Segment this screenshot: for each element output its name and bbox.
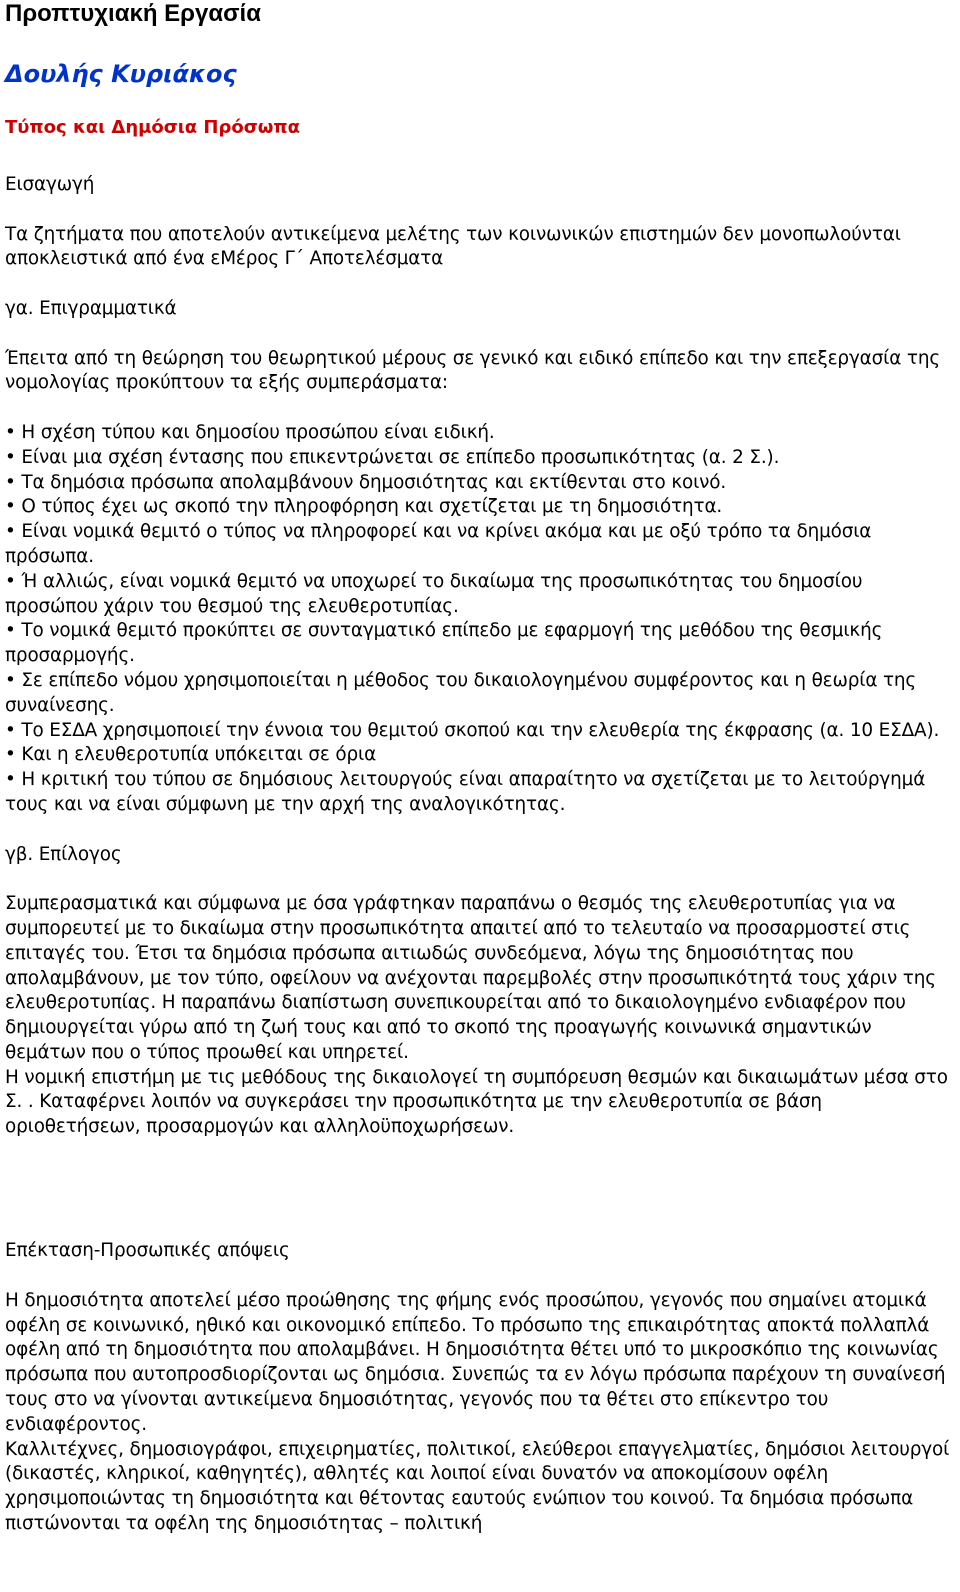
list-item: • Και η ελευθεροτυπία υπόκειται σε όρια	[5, 743, 954, 768]
page-title: Προπτυχιακή Εργασία	[5, 0, 261, 27]
list-item: • Τα δημόσια πρόσωπα απολαμβάνουν δημοσιότητας και εκτίθενται στο κοινό.	[5, 471, 954, 496]
extension-heading: Επέκταση-Προσωπικές απόψεις	[5, 1240, 290, 1262]
intro-heading: Εισαγωγή	[5, 174, 95, 195]
extension-paragraph-1: Η δημοσιότητα αποτελεί μέσο προώθησης της φήμης ενός προσώπου, γεγονός που σημαίνει ατομικά οφέλη σε κοινωνικό, ηθικό και οικονομικό επίπεδο. Το πρόσωπο της επικαιρότητας αποκτά πολλαπλά οφέλη από τη δημοσιότητα που απολαμβάνει. Η δημοσιότητα θέτει υπό το μικροσκόπιο της κοινωνίας πρόσωπα που αυτοπροσδιορίζονται ως δημόσια. Συνεπώς τα εν λόγω πρόσωπα παρέχουν τη συναίνεσή τους στο να γίνονται αντικείμενα δημοσιότητας, γεγονός που τα θέτει στο επίκεντρο του ενδιαφέροντος.	[5, 1289, 946, 1435]
author-name: Δουλής Κυριάκος	[5, 60, 237, 88]
conclusions-list	[5, 421, 954, 818]
extension-paragraph-2: Καλλιτέχνες, δημοσιογράφοι, επιχειρηματίες, πολιτικοί, ελεύθεροι επαγγελματίες, δημόσιοι λειτουργοί (δικαστές, κληρικοί, καθηγητές), αθλητές και λοιποί είναι δυνατόν να αποκομίσουν οφέλη χρησιμοποιώντας τη δημοσιότητα και θέτοντας εαυτούς ενώπιον του κοινού. Τα δημόσια πρόσωπα πιστώνονται τα οφέλη της δημοσιότητας – πολιτική	[5, 1438, 950, 1535]
list-item: • Η σχέση τύπου και δημοσίου προσώπου είναι ειδική.	[5, 421, 954, 446]
list-item: • Σε επίπεδο νόμου χρησιμοποιείται η μέθοδος του δικαιολογημένου συμφέροντος και η θεωρία της συναίνεσης.	[5, 669, 954, 719]
list-item: • Είναι μια σχέση έντασης που επικεντρώνεται σε επίπεδο προσωπικότητας (α. 2 Σ.).	[5, 446, 954, 471]
list-item: • Η κριτική του τύπου σε δημόσιους λειτουργούς είναι απαραίτητο να σχετίζεται με το λειτούργημά τους και να είναι σύμφωνη με την αρχή της αναλογικότητας.	[5, 768, 954, 818]
epilogue-paragraph-2: Η νομική επιστήμη με τις μεθόδους της δικαιολογεί τη συμπόρευση θεσμών και δικαιωμάτων μέσα στο Σ. . Καταφέρνει λοιπόν να συγκεράσει την προσωπικότητα με την ελευθεροτυπία σε βάση οριοθετήσεων, προσαρμογών και αλληλοϋποχωρήσεων.	[5, 1066, 948, 1138]
epilogue-paragraph-1: Συμπερασματικά και σύμφωνα με όσα γράφτηκαν παραπάνω ο θεσμός της ελευθεροτυπίας για να συμπορευτεί με το δικαίωμα στην προσωπικότητα απαιτεί από το τελευταίο να προσαρμοστεί στις επιταγές του. Έτσι τα δημόσια πρόσωπα αιτιωδώς συνδεόμενα, λόγω της δημοσιότητας που απολαμβάνουν, με τον τύπο, οφείλουν να ανέχονται παρεμβολές στην προσωπικότητά τους χάριν της ελευθεροτυπίας. Η παραπάνω διαπίστωση συνεπικουρείται από το δικαιολογημένο ενδιαφέρον που δημιουργείται γύρω από τη ζωή τους και από το σκοπό της προαγωγής κοινωνικά σημαντικών θεμάτων που ο τύπος προωθεί και υπηρετεί.	[5, 893, 936, 1063]
summary-heading: γα. Επιγραμματικά	[5, 297, 177, 319]
document-subtitle: Τύπος και Δημόσια Πρόσωπα	[5, 117, 301, 138]
epilogue-heading: γβ. Επίλογος	[5, 843, 122, 865]
list-item: • Είναι νομικά θεμιτό ο τύπος να πληροφορεί και να κρίνει ακόμα και με οξύ τρόπο τα δημόσια πρόσωπα.	[5, 520, 954, 570]
intro-paragraph: Τα ζητήματα που αποτελούν αντικείμενα μελέτης των κοινωνικών επιστημών δεν μονοπωλούνται αποκλειστικά από ένα εΜέρος Γ΄ Αποτελέσματα	[5, 223, 901, 270]
list-item: • Ο τύπος έχει ως σκοπό την πληροφόρηση και σχετίζεται με τη δημοσιότητα.	[5, 495, 954, 520]
summary-paragraph: Έπειτα από τη θεώρηση του θεωρητικού μέρους σε γενικό και ειδικό επίπεδο και την επεξεργασία της νομολογίας προκύπτουν τα εξής συμπεράσματα:	[5, 347, 940, 394]
list-item: • Ή αλλιώς, είναι νομικά θεμιτό να υποχωρεί το δικαίωμα της προσωπικότητας του δημοσίου προσώπου χάριν του θεσμού της ελευθεροτυπίας.	[5, 570, 954, 620]
list-item: • Το ΕΣΔΑ χρησιμοποιεί την έννοια του θεμιτού σκοπού και την ελευθερία της έκφρασης (α. 10 ΕΣΔΑ).	[5, 719, 954, 744]
list-item: • Το νομικά θεμιτό προκύπτει σε συνταγματικό επίπεδο με εφαρμογή της μεθόδου της θεσμικής προσαρμογής.	[5, 619, 954, 669]
